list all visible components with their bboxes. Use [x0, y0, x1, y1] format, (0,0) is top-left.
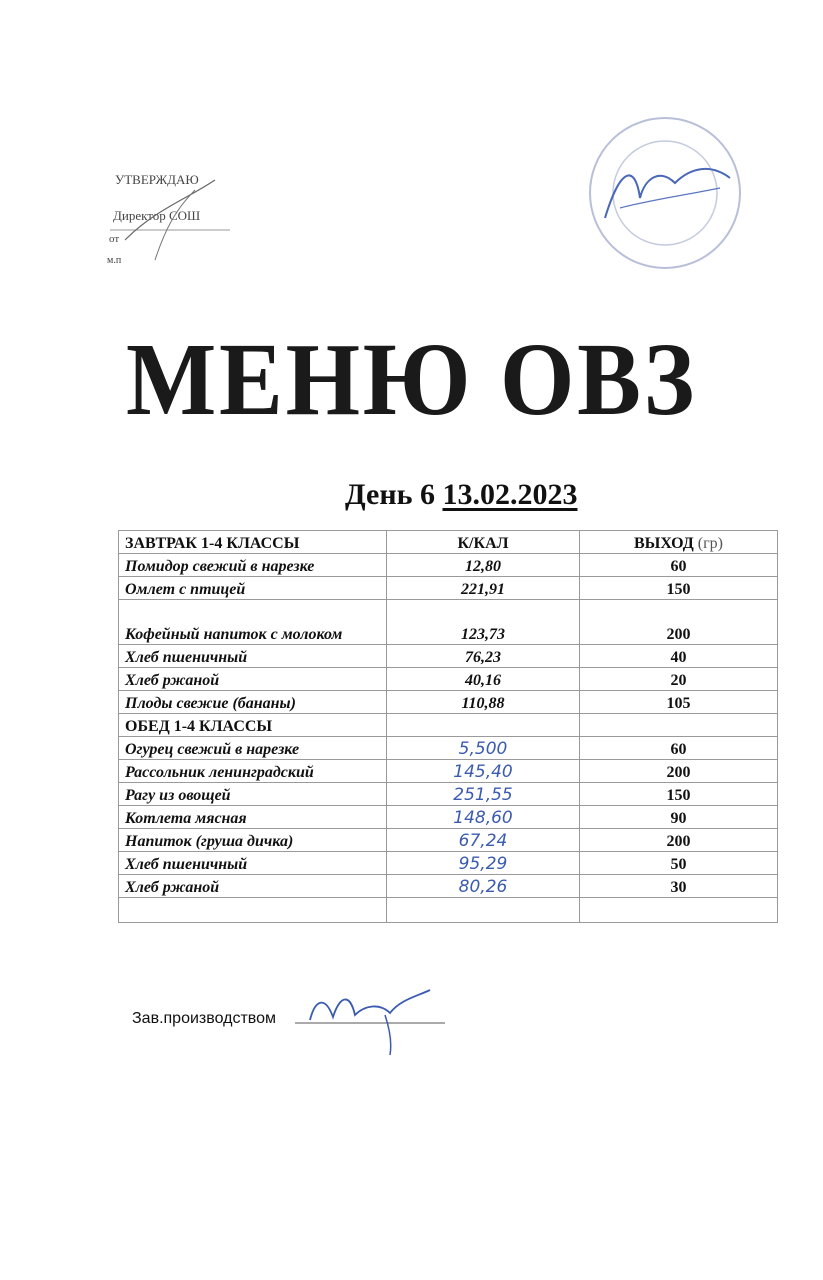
header-meal: ЗАВТРАК 1-4 КЛАССЫ	[119, 531, 387, 554]
empty-cell	[387, 714, 580, 737]
approval-title: УТВЕРЖДАЮ	[115, 172, 199, 187]
dish-kcal: 5,500	[387, 737, 580, 760]
table-row	[119, 760, 778, 783]
approval-director: Директор СОШ	[113, 208, 201, 223]
table-row	[119, 691, 778, 714]
table-row	[119, 600, 778, 645]
dish-output: 30	[580, 875, 778, 898]
director-signature	[95, 150, 255, 280]
dish-output: 60	[580, 554, 778, 577]
dish-name: Хлеб ржаной	[119, 668, 387, 691]
table-row	[119, 554, 778, 577]
dish-kcal: 80,26	[387, 875, 580, 898]
table-row	[119, 577, 778, 600]
dish-kcal: 123,73	[387, 600, 580, 645]
dish-name: Хлеб пшеничный	[119, 852, 387, 875]
dish-kcal: 251,55	[387, 783, 580, 806]
dish-kcal: 40,16	[387, 668, 580, 691]
table-row	[119, 875, 778, 898]
empty-cell	[580, 898, 778, 923]
dish-kcal: 148,60	[387, 806, 580, 829]
dish-name: Огурец свежий в нарезке	[119, 737, 387, 760]
dish-kcal: 145,40	[387, 760, 580, 783]
day-date: 13.02.2023	[442, 478, 578, 511]
dish-output: 105	[580, 691, 778, 714]
dish-output: 20	[580, 668, 778, 691]
day-label: День 6	[345, 478, 435, 511]
footer-production-manager: Зав.производством	[132, 1010, 276, 1027]
dish-name: Хлеб ржаной	[119, 875, 387, 898]
dish-kcal: 95,29	[387, 852, 580, 875]
table-row	[119, 645, 778, 668]
dish-output: 150	[580, 577, 778, 600]
table-row	[119, 668, 778, 691]
dish-kcal: 110,88	[387, 691, 580, 714]
empty-row	[119, 898, 778, 923]
header-output	[580, 531, 778, 554]
dish-output: 200	[580, 760, 778, 783]
table-row	[119, 829, 778, 852]
dish-kcal: 76,23	[387, 645, 580, 668]
dish-output: 60	[580, 737, 778, 760]
table-header-row	[119, 531, 778, 554]
school-seal-stamp	[580, 108, 750, 278]
dish-name: Котлета мясная	[119, 806, 387, 829]
empty-cell	[387, 898, 580, 923]
table-row	[119, 852, 778, 875]
dish-output: 40	[580, 645, 778, 668]
dish-output: 150	[580, 783, 778, 806]
dish-kcal: 12,80	[387, 554, 580, 577]
header-output-unit: (гр)	[697, 535, 723, 552]
menu-table	[118, 530, 778, 923]
dish-name: Помидор свежий в нарезке	[119, 554, 387, 577]
approval-block	[95, 150, 255, 280]
dish-output: 90	[580, 806, 778, 829]
dish-output: 200	[580, 600, 778, 645]
table-row	[119, 783, 778, 806]
approval-date-label: от	[109, 233, 120, 245]
empty-cell	[119, 898, 387, 923]
dish-name: Кофейный напиток с молоком	[119, 600, 387, 645]
table-row	[119, 737, 778, 760]
dish-name: Рассольник ленинградский	[119, 760, 387, 783]
dish-name: Омлет с птицей	[119, 577, 387, 600]
approval-stamp-place: м.п	[107, 255, 122, 266]
dish-name: Хлеб пшеничный	[119, 645, 387, 668]
dish-kcal: 67,24	[387, 829, 580, 852]
day-heading	[345, 478, 577, 512]
dish-output: 50	[580, 852, 778, 875]
page-title: МЕНЮ ОВЗ	[125, 322, 698, 437]
dish-name: Плоды свежие (бананы)	[119, 691, 387, 714]
dish-name: Напиток (груша дичка)	[119, 829, 387, 852]
header-output-label: ВЫХОД	[634, 535, 694, 552]
dish-output: 200	[580, 829, 778, 852]
header-kcal: К/КАЛ	[387, 531, 580, 554]
production-manager-signature	[295, 985, 455, 1060]
dish-name: Рагу из овощей	[119, 783, 387, 806]
lunch-header-row	[119, 714, 778, 737]
empty-cell	[580, 714, 778, 737]
lunch-header: ОБЕД 1-4 КЛАССЫ	[119, 714, 387, 737]
dish-kcal: 221,91	[387, 577, 580, 600]
table-row	[119, 806, 778, 829]
